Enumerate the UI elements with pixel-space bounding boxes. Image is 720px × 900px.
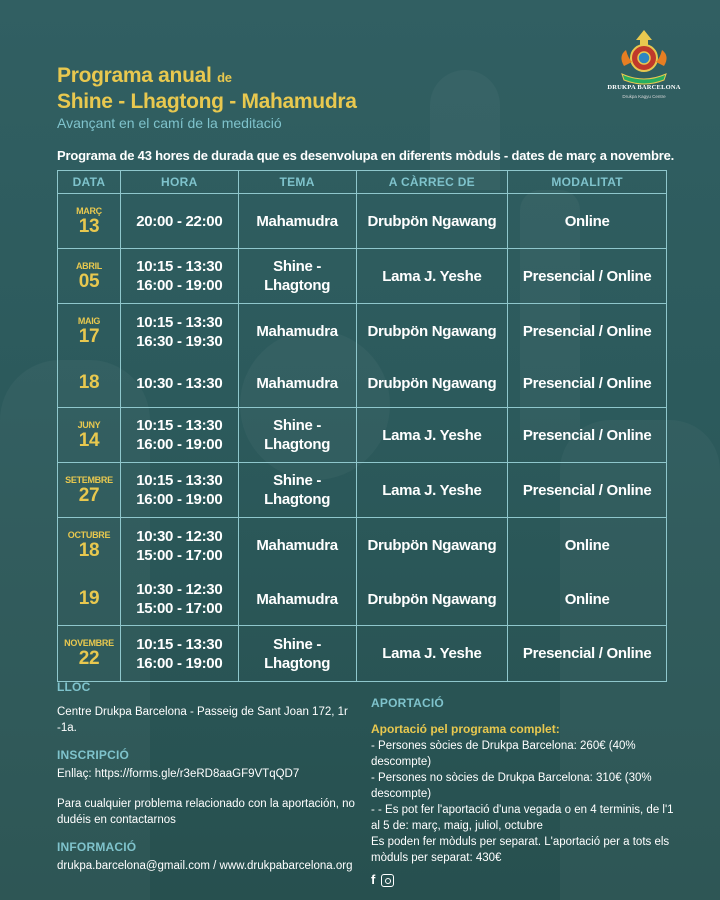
date-cell (58, 360, 121, 408)
theme-cell (238, 626, 356, 682)
time-slot: 10:15 - 13:30 (136, 313, 223, 331)
info-right-column (371, 696, 681, 887)
theme-text: Mahamudra (256, 212, 338, 230)
aportacio-subheading: Aportació pel programa complet: (371, 722, 560, 736)
date-day: 18 (78, 540, 100, 562)
theme-cell (238, 463, 356, 518)
time-slot: 15:00 - 17:00 (136, 600, 223, 618)
aportacio-line: Es poden fer mòduls per separat. L'aportació per a tots els mòduls per separat: 430€ (371, 836, 670, 864)
aportacio-line: - - Es pot fer l'aportació d'una vegada o en 4 terminis, de l'1 al 5 de: març, maig, juliol, octubre (371, 804, 674, 832)
theme-cell (238, 408, 356, 463)
time-slot: 10:30 - 12:30 (136, 581, 223, 599)
date-day: 14 (78, 429, 100, 451)
header-tema: TEMA (238, 171, 356, 194)
lloc-heading: LLOC (57, 680, 91, 694)
time-slot: 16:00 - 19:00 (136, 654, 223, 672)
table-row (58, 304, 667, 360)
time-slot: 16:00 - 19:00 (136, 436, 223, 453)
teacher-cell: Drubpön Ngawang (356, 360, 508, 408)
instagram-icon[interactable] (381, 874, 394, 887)
schedule-table (57, 170, 667, 682)
date-day: 17 (78, 326, 100, 348)
inscripcio-link[interactable]: Enllaç: https://forms.gle/r3eRD8aaGF9VTqQD7 (57, 768, 300, 780)
time-cell (120, 463, 238, 518)
informacio-contact[interactable]: drukpa.barcelona@gmail.com / www.drukpabarcelona.org (57, 860, 353, 872)
date-cell (58, 574, 121, 626)
time-slot: 16:00 - 19:00 (136, 491, 223, 508)
table-row (58, 194, 667, 249)
title-line1 (57, 64, 357, 90)
date-month: MAIG (77, 316, 101, 327)
time-cell (120, 408, 238, 463)
title-block (57, 64, 357, 131)
title-main: Programa anual (57, 64, 212, 87)
subtitle: Avançant en el camí de la meditació (57, 115, 282, 131)
date-day: 22 (78, 648, 100, 669)
time-cell (120, 249, 238, 304)
date-day: 18 (78, 372, 100, 394)
time-cell (120, 194, 238, 249)
date-day: 19 (78, 588, 100, 610)
theme-text: Mahamudra (256, 537, 338, 555)
date-day: 05 (78, 270, 100, 292)
teacher-cell: Drubpön Ngawang (356, 518, 508, 574)
theme-cell (238, 518, 356, 574)
theme-cell (238, 574, 356, 626)
date-month: NOVEMBRE (64, 638, 114, 648)
theme-text: Mahamudra (256, 374, 338, 392)
inscripcio-heading: INSCRIPCIÓ (57, 748, 130, 762)
theme-text: Shine - (273, 635, 322, 653)
time-cell (120, 626, 238, 682)
date-cell (58, 408, 121, 463)
mode-cell: Online (508, 574, 667, 626)
table-row (58, 574, 667, 626)
mode-cell: Online (508, 518, 667, 574)
time-slot: 10:30 - 13:30 (136, 374, 223, 392)
date-cell (58, 518, 121, 574)
time-slot: 10:30 - 12:30 (136, 527, 223, 545)
table-row (58, 249, 667, 304)
theme-cell (238, 249, 356, 304)
aportacio-heading: APORTACIÓ (371, 696, 444, 710)
mode-cell: Presencial / Online (508, 249, 667, 304)
theme-text: Mahamudra (256, 590, 338, 608)
date-month: OCTUBRE (67, 530, 111, 541)
teacher-cell: Drubpön Ngawang (356, 194, 508, 249)
aportacio-line: - Persones sòcies de Drukpa Barcelona: 260€ (40% descompte) (371, 740, 636, 768)
time-slot: 10:15 - 13:30 (136, 635, 223, 653)
date-cell (58, 463, 121, 518)
table-header-row (58, 171, 667, 194)
title-line2: Shine - Lhagtong - Mahamudra (57, 90, 357, 113)
date-cell (58, 194, 121, 249)
time-slot: 15:00 - 17:00 (136, 546, 223, 564)
theme-text: Mahamudra (256, 323, 338, 341)
social-links (371, 872, 681, 887)
table-row (58, 408, 667, 463)
theme-text: Shine - (273, 472, 322, 489)
date-cell (58, 249, 121, 304)
date-month: SETEMBRE (65, 474, 113, 485)
date-month: JUNY (77, 419, 101, 430)
theme-text: Shine - (273, 417, 322, 434)
date-day: 27 (78, 484, 100, 506)
teacher-cell: Drubpön Ngawang (356, 304, 508, 360)
time-slot: 10:15 - 13:30 (136, 472, 223, 489)
theme-cell (238, 304, 356, 360)
date-day: 13 (78, 215, 100, 237)
table-row (58, 518, 667, 574)
teacher-cell: Lama J. Yeshe (356, 463, 508, 518)
teacher-cell: Lama J. Yeshe (356, 626, 508, 682)
header-hora: HORA (120, 171, 238, 194)
program-intro: Programa de 43 hores de durada que es desenvolupa en diferents mòduls - dates de març a novembre. (57, 148, 675, 163)
mode-cell: Online (508, 194, 667, 249)
title-small: de (217, 70, 232, 85)
header-data: DATA (58, 171, 121, 194)
theme-text: Shine - (273, 258, 322, 275)
teacher-cell: Drubpön Ngawang (356, 574, 508, 626)
table-row (58, 360, 667, 408)
logo-name: DRUKPA BARCELONA (607, 84, 681, 91)
mode-cell: Presencial / Online (508, 408, 667, 463)
time-cell (120, 304, 238, 360)
table-row (58, 463, 667, 518)
time-slot: 10:15 - 13:30 (136, 258, 223, 275)
informacio-heading: INFORMACIÓ (57, 840, 137, 854)
date-month: MARÇ (76, 205, 102, 216)
date-cell (58, 304, 121, 360)
info-left-column (57, 680, 357, 874)
inscripcio-note: Para cualquier problema relacionado con la aportación, no dudéis en contactarnos (57, 798, 355, 826)
aportacio-line: - Persones no sòcies de Drukpa Barcelona: 310€ (30% descompte) (371, 772, 652, 800)
lloc-text: Centre Drukpa Barcelona - Passeig de Sant Joan 172, 1r -1a. (57, 706, 348, 734)
date-cell (58, 626, 121, 682)
mode-cell: Presencial / Online (508, 463, 667, 518)
teacher-cell: Lama J. Yeshe (356, 249, 508, 304)
theme-text: Lhagtong (264, 491, 331, 508)
theme-text: Lhagtong (264, 277, 331, 294)
theme-cell (238, 360, 356, 408)
theme-text: Lhagtong (264, 436, 331, 453)
logo-tagline: Drukpa Kagyu Centre (622, 94, 666, 99)
mode-cell: Presencial / Online (508, 626, 667, 682)
time-slot: 10:15 - 13:30 (136, 417, 223, 434)
date-month: ABRIL (75, 260, 102, 271)
time-cell (120, 518, 238, 574)
time-slot: 16:30 - 19:30 (136, 332, 223, 350)
table-row (58, 626, 667, 682)
facebook-icon[interactable]: f (371, 872, 376, 887)
header-carrec: A CÀRREC DE (356, 171, 508, 194)
time-slot: 16:00 - 19:00 (136, 277, 223, 294)
time-cell (120, 574, 238, 626)
mode-cell: Presencial / Online (508, 304, 667, 360)
theme-text: Lhagtong (264, 654, 331, 672)
time-slot: 20:00 - 22:00 (136, 212, 223, 230)
time-cell (120, 360, 238, 408)
teacher-cell: Lama J. Yeshe (356, 408, 508, 463)
header-modalitat: MODALITAT (508, 171, 667, 194)
mode-cell: Presencial / Online (508, 360, 667, 408)
theme-cell (238, 194, 356, 249)
